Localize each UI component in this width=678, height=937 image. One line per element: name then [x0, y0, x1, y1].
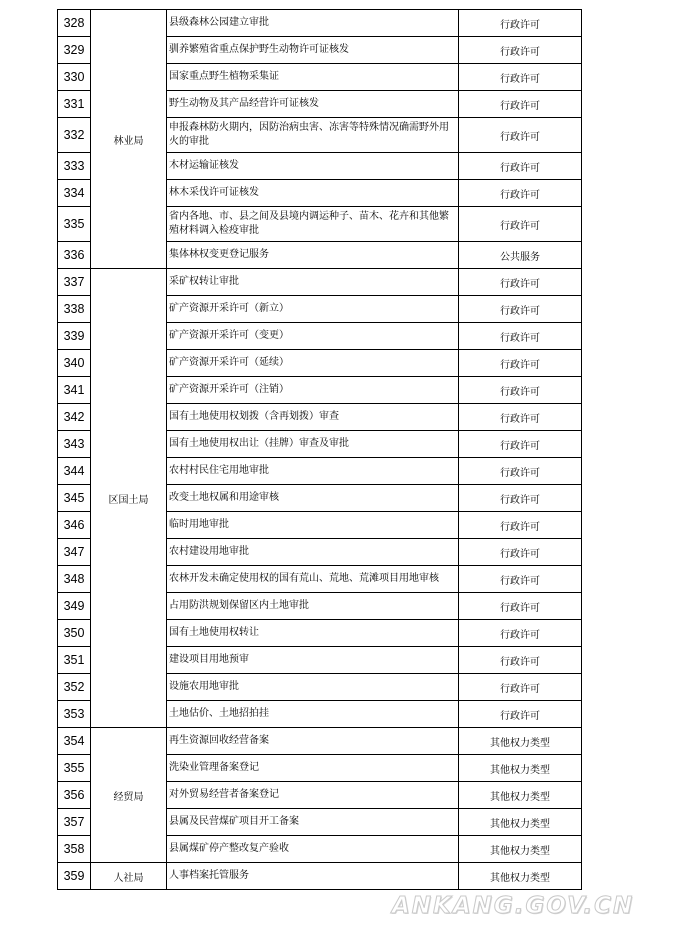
department-cell: 林业局 — [91, 10, 167, 269]
row-number: 337 — [58, 269, 91, 296]
row-number: 358 — [58, 836, 91, 863]
row-number: 356 — [58, 782, 91, 809]
item-name: 国有土地使用权转让 — [167, 620, 459, 647]
item-name: 采矿权转让审批 — [167, 269, 459, 296]
item-name: 设施农用地审批 — [167, 674, 459, 701]
power-type: 行政许可 — [459, 91, 582, 118]
power-type: 行政许可 — [459, 485, 582, 512]
row-number: 329 — [58, 37, 91, 64]
power-type: 行政许可 — [459, 118, 582, 153]
row-number: 350 — [58, 620, 91, 647]
item-name: 洗染业管理备案登记 — [167, 755, 459, 782]
item-name: 再生资源回收经营备案 — [167, 728, 459, 755]
row-number: 343 — [58, 431, 91, 458]
power-type: 行政许可 — [459, 647, 582, 674]
power-type: 其他权力类型 — [459, 755, 582, 782]
row-number: 349 — [58, 593, 91, 620]
item-name: 农村建设用地审批 — [167, 539, 459, 566]
power-type: 行政许可 — [459, 431, 582, 458]
department-cell: 区国土局 — [91, 269, 167, 728]
row-number: 357 — [58, 809, 91, 836]
item-name: 改变土地权属和用途审核 — [167, 485, 459, 512]
item-name: 农林开发未确定使用权的国有荒山、荒地、荒滩项目用地审核 — [167, 566, 459, 593]
row-number: 346 — [58, 512, 91, 539]
item-name: 申报森林防火期内，因防治病虫害、冻害等特殊情况确需野外用火的审批 — [167, 118, 459, 153]
item-name: 省内各地、市、县之间及县境内调运种子、苗木、花卉和其他繁殖材料调入检疫审批 — [167, 207, 459, 242]
item-name: 土地估价、土地招拍挂 — [167, 701, 459, 728]
power-type: 行政许可 — [459, 350, 582, 377]
row-number: 331 — [58, 91, 91, 118]
table-row — [58, 269, 582, 296]
power-type: 行政许可 — [459, 377, 582, 404]
item-name: 矿产资源开采许可（变更） — [167, 323, 459, 350]
item-name: 矿产资源开采许可（注销） — [167, 377, 459, 404]
power-type: 其他权力类型 — [459, 836, 582, 863]
power-type: 行政许可 — [459, 269, 582, 296]
power-type: 行政许可 — [459, 458, 582, 485]
row-number: 335 — [58, 207, 91, 242]
power-type: 行政许可 — [459, 404, 582, 431]
item-name: 国有土地使用权出让（挂牌）审查及审批 — [167, 431, 459, 458]
row-number: 354 — [58, 728, 91, 755]
item-name: 建设项目用地预审 — [167, 647, 459, 674]
row-number: 359 — [58, 863, 91, 890]
row-number: 340 — [58, 350, 91, 377]
item-name: 县级森林公园建立审批 — [167, 10, 459, 37]
row-number: 344 — [58, 458, 91, 485]
row-number: 333 — [58, 153, 91, 180]
table-body — [58, 10, 582, 890]
item-name: 木材运输证核发 — [167, 153, 459, 180]
item-name: 野生动物及其产品经营许可证核发 — [167, 91, 459, 118]
row-number: 328 — [58, 10, 91, 37]
power-type: 其他权力类型 — [459, 728, 582, 755]
row-number: 342 — [58, 404, 91, 431]
row-number: 339 — [58, 323, 91, 350]
power-type: 公共服务 — [459, 242, 582, 269]
item-name: 临时用地审批 — [167, 512, 459, 539]
item-name: 对外贸易经营者备案登记 — [167, 782, 459, 809]
power-type: 行政许可 — [459, 512, 582, 539]
item-name: 农村村民住宅用地审批 — [167, 458, 459, 485]
row-number: 352 — [58, 674, 91, 701]
row-number: 338 — [58, 296, 91, 323]
department-cell: 人社局 — [91, 863, 167, 890]
item-name: 林木采伐许可证核发 — [167, 180, 459, 207]
item-name: 国家重点野生植物采集证 — [167, 64, 459, 91]
row-number: 345 — [58, 485, 91, 512]
row-number: 341 — [58, 377, 91, 404]
item-name: 驯养繁殖省重点保护野生动物许可证核发 — [167, 37, 459, 64]
power-type: 行政许可 — [459, 566, 582, 593]
power-type: 行政许可 — [459, 10, 582, 37]
item-name: 矿产资源开采许可（新立） — [167, 296, 459, 323]
row-number: 336 — [58, 242, 91, 269]
row-number: 330 — [58, 64, 91, 91]
power-type: 行政许可 — [459, 207, 582, 242]
department-cell: 经贸局 — [91, 728, 167, 863]
power-type: 行政许可 — [459, 539, 582, 566]
item-name: 占用防洪规划保留区内土地审批 — [167, 593, 459, 620]
row-number: 334 — [58, 180, 91, 207]
power-type: 行政许可 — [459, 701, 582, 728]
power-type: 行政许可 — [459, 180, 582, 207]
power-type: 行政许可 — [459, 153, 582, 180]
table-row — [58, 728, 582, 755]
power-type: 行政许可 — [459, 323, 582, 350]
row-number: 355 — [58, 755, 91, 782]
row-number: 353 — [58, 701, 91, 728]
site-watermark: ANKANG.GOV.CN — [392, 893, 635, 919]
power-type: 行政许可 — [459, 620, 582, 647]
power-type: 其他权力类型 — [459, 863, 582, 890]
power-type: 行政许可 — [459, 64, 582, 91]
power-list-table — [57, 9, 582, 890]
item-name: 人事档案托管服务 — [167, 863, 459, 890]
row-number: 351 — [58, 647, 91, 674]
item-name: 国有土地使用权划拨（含再划拨）审查 — [167, 404, 459, 431]
row-number: 348 — [58, 566, 91, 593]
item-name: 县属煤矿停产整改复产验收 — [167, 836, 459, 863]
table-row — [58, 10, 582, 37]
power-type: 行政许可 — [459, 296, 582, 323]
power-type: 行政许可 — [459, 593, 582, 620]
power-type: 行政许可 — [459, 674, 582, 701]
item-name: 县属及民营煤矿项目开工备案 — [167, 809, 459, 836]
item-name: 矿产资源开采许可（延续） — [167, 350, 459, 377]
item-name: 集体林权变更登记服务 — [167, 242, 459, 269]
power-type: 行政许可 — [459, 37, 582, 64]
power-type: 其他权力类型 — [459, 809, 582, 836]
power-type: 其他权力类型 — [459, 782, 582, 809]
row-number: 332 — [58, 118, 91, 153]
table-row — [58, 863, 582, 890]
row-number: 347 — [58, 539, 91, 566]
